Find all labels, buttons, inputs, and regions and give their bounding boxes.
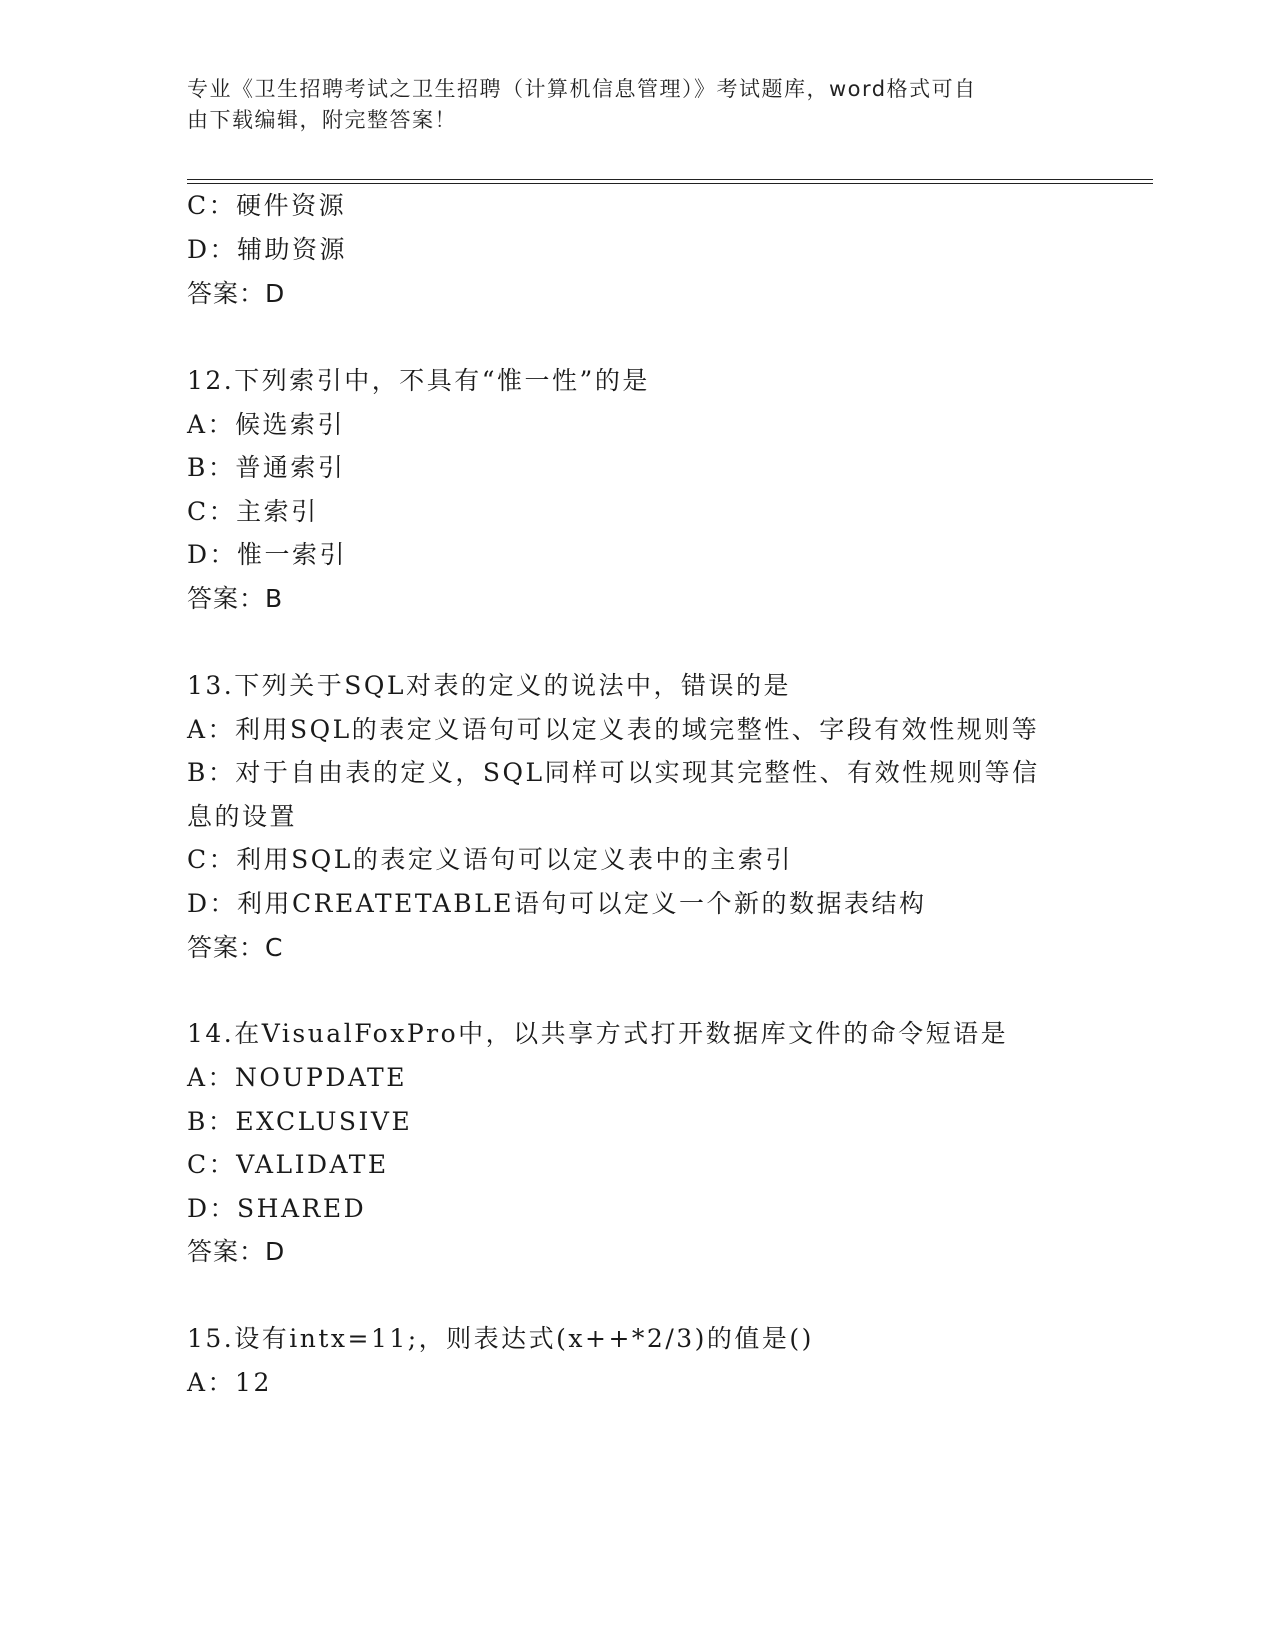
q11-option-d: D：辅助资源: [187, 235, 348, 264]
q14-question: 14.在VisualFoxPro中，以共享方式打开数据库文件的命令短语是: [187, 1019, 1009, 1048]
header-divider-top: [187, 179, 1153, 180]
q12-option-a: A：候选索引: [187, 410, 346, 439]
q13-option-a: A：利用SQL的表定义语句可以定义表的域完整性、字段有效性规则等: [187, 715, 1040, 744]
header-divider-bottom: [187, 183, 1153, 184]
q14-option-b: B：EXCLUSIVE: [187, 1107, 413, 1136]
q14-option-c: C：VALIDATE: [187, 1150, 389, 1179]
q13-option-d: D：利用CREATETABLE语句可以定义一个新的数据表结构: [187, 889, 927, 918]
q15-option-a: A：12: [187, 1368, 272, 1397]
q13-option-b-line-1: B：对于自由表的定义，SQL同样可以实现其完整性、有效性规则等信: [187, 758, 1040, 787]
q14-option-d: D：SHARED: [187, 1194, 367, 1223]
q14-option-a: A：NOUPDATE: [187, 1063, 407, 1092]
q11-answer: 答案：D: [187, 279, 286, 308]
q12-option-b: B：普通索引: [187, 453, 346, 482]
header-line-2: 由下载编辑，附完整答案！: [187, 108, 457, 132]
q13-answer: 答案：C: [187, 933, 284, 962]
q13-question: 13.下列关于SQL对表的定义的说法中，错误的是: [187, 671, 791, 700]
header-line-1: 专业《卫生招聘考试之卫生招聘（计算机信息管理）》考试题库，word格式可自: [187, 77, 977, 101]
q15-question: 15.设有intx=11;，则表达式(x++*2/3)的值是(): [187, 1324, 814, 1353]
q13-option-c: C：利用SQL的表定义语句可以定义表中的主索引: [187, 845, 793, 874]
document-header: [187, 74, 1067, 136]
q14-answer: 答案：D: [187, 1237, 286, 1266]
q12-option-c: C：主索引: [187, 497, 319, 526]
q11-option-c: C：硬件资源: [187, 191, 347, 220]
q12-answer: 答案：B: [187, 584, 284, 613]
q12-option-d: D：惟一索引: [187, 540, 348, 569]
q13-option-b-line-2: 息的设置: [187, 802, 298, 831]
q12-question: 12.下列索引中，不具有“惟一性”的是: [187, 366, 650, 395]
